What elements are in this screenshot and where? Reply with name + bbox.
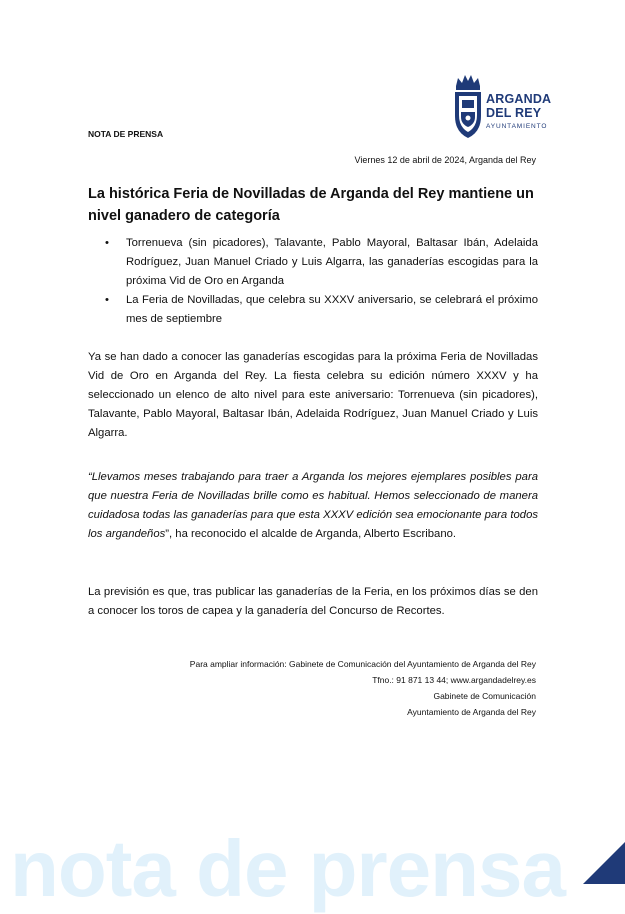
bullet-text: La Feria de Novilladas, que celebra su XXXV aniversario, se celebrará el próximo mes de septiembre [126,294,538,325]
quote-italic: “Llevamos meses trabajando para traer a Arganda los mejores ejemplares posibles para que nuestra Feria de Novilladas brille como es habitual. Hemos seleccionado de manera cuidadosa todas las ganaderías para que esta XXXV edición sea emocionante para todos los argandeños [88,471,538,540]
paragraph-quote [88,468,538,544]
contact-block [190,656,536,720]
corner-decoration [583,842,625,884]
document-label: NOTA DE PRENSA [88,129,164,139]
bullet-list [88,234,538,329]
list-item [88,291,538,329]
contact-line-institution: Ayuntamiento de Arganda del Rey [407,707,536,717]
bullet-text: Torrenueva (sin picadores), Talavante, Pablo Mayoral, Baltasar Ibán, Adelaida Rodríguez, Juan Manuel Criado y Luis Algarra, las ganaderías escogidas para la próxima Vid de Oro en Arganda [126,237,538,287]
list-item [88,234,538,291]
coat-of-arms-icon [452,72,484,142]
ayuntamiento-logo [452,72,562,142]
logo-name-line1: ARGANDA [486,92,552,106]
logo-name-line2: DEL REY [486,106,542,120]
logo-subtitle: AYUNTAMIENTO [486,123,548,130]
contact-line-department: Gabinete de Comunicación [433,691,536,701]
watermark-text: nota de prensa [10,824,566,913]
quote-attribution: ”, ha reconocido el alcalde de Arganda, Alberto Escribano. [165,528,457,540]
bullet-icon: • [105,294,109,306]
headline: La histórica Feria de Novilladas de Arganda del Rey mantiene un nivel ganadero de categoría [88,186,534,224]
paragraph-forecast: La previsión es que, tras publicar las ganaderías de la Feria, en los próximos días se den a conocer los toros de capea y la ganadería del Concurso de Recortes. [88,586,538,617]
date-line: Viernes 12 de abril de 2024, Arganda del Rey [354,155,536,165]
contact-line-phone-web: Tfno.: 91 871 13 44; www.argandadelrey.es [372,675,536,685]
contact-line-info: Para ampliar información: Gabinete de Comunicación del Ayuntamiento de Arganda del Rey [189,659,536,669]
paragraph-intro: Ya se han dado a conocer las ganaderías escogidas para la próxima Feria de Novilladas Vid de Oro en Arganda del Rey. La fiesta celebra su edición número XXXV y ha seleccionado un elenco de alto nivel para este aniversario: Torrenueva (sin picadores), Talavante, Pablo Mayoral, Baltasar Ibán, Adelaida Rodríguez, Juan Manuel Criado y Luis Algarra. [88,351,538,439]
bullet-icon: • [105,237,109,249]
